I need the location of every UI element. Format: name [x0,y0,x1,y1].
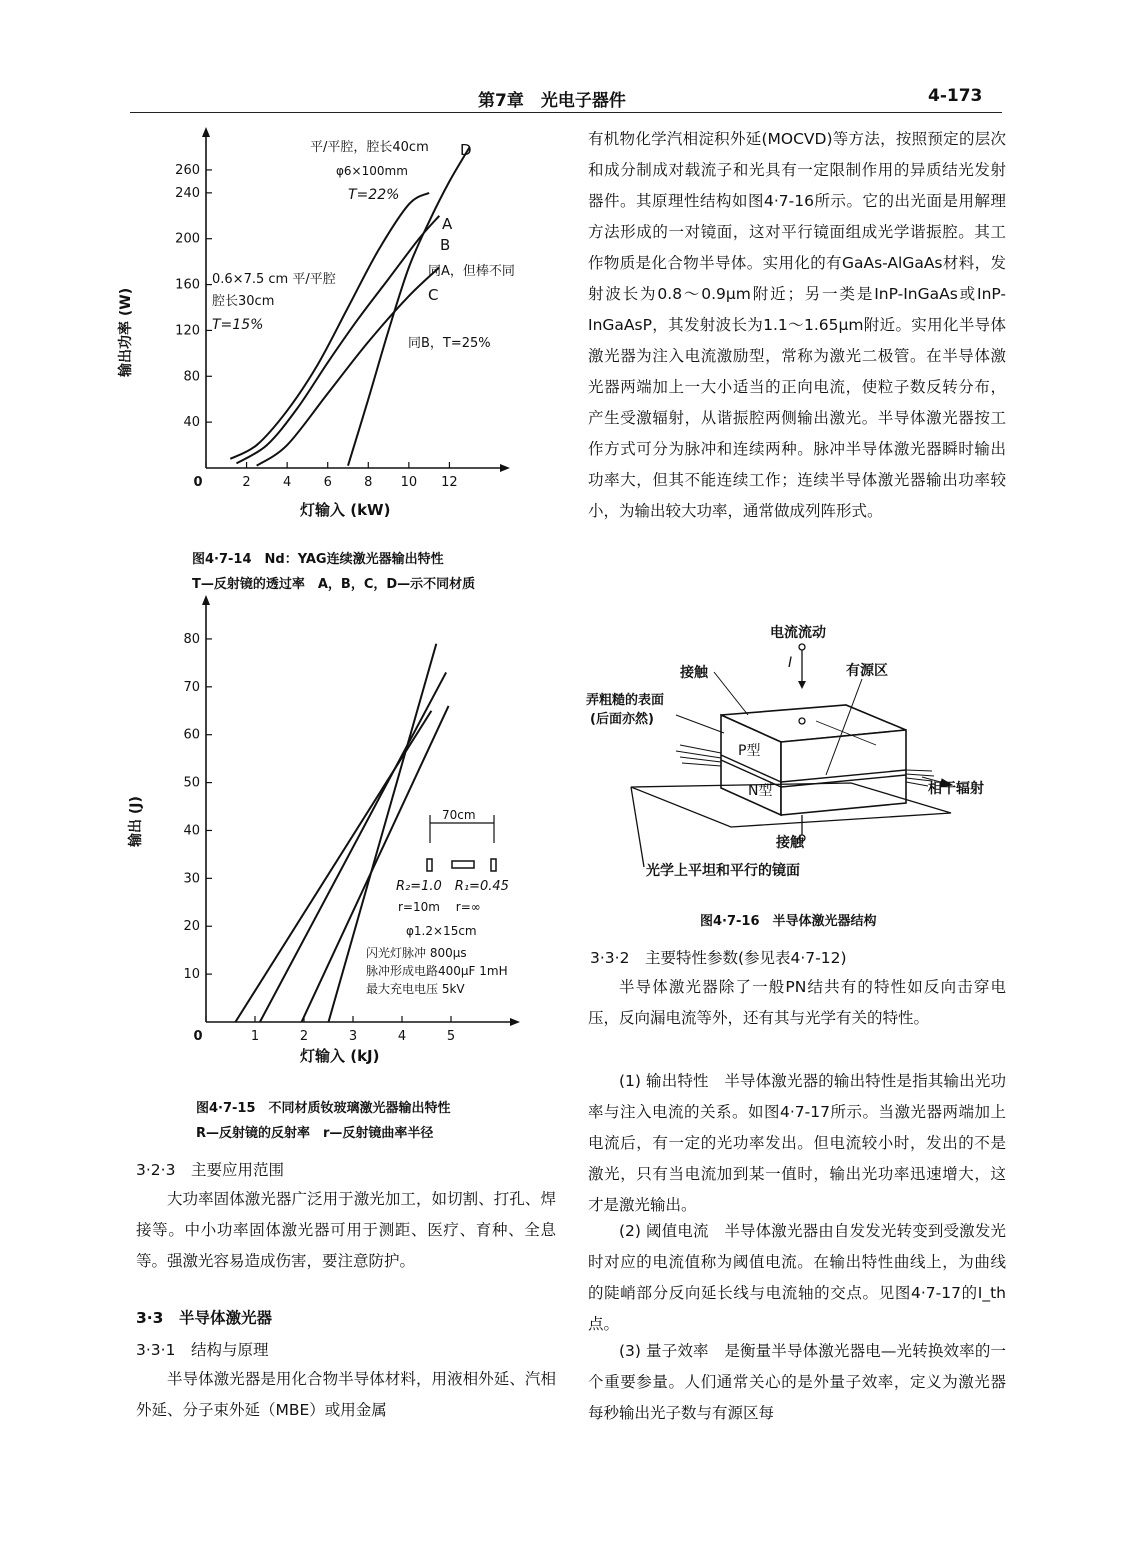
figure-16-diagram [576,615,1016,935]
fig15-r: R₂=1.0 R₁=0.45 [396,879,509,894]
fig16-current-symbol: I [788,655,793,671]
fig14-note-a2: 腔长30cm [212,294,275,309]
fig14-series-c [257,267,440,465]
fig15-n1: 闪光灯脉冲 800μs [366,946,467,960]
fig15-ytick-label: 30 [183,871,200,887]
fig15-dim: 70cm [442,808,476,822]
section-3-3-2-title: 3·3·2 主要特性参数(参见表4·7-12) [590,949,847,967]
section-3-3-title: 3·3 半导体激光器 [136,1309,272,1327]
fig16-current-flow: 电流流动 [770,625,826,641]
fig16-mirror-label: 光学上平坦和平行的镜面 [646,863,800,879]
section-3-2-3-body: 大功率固体激光器广泛用于激光加工，如切割、打孔、焊接等。中小功率固体激光器可用于测距、医疗、育种、全息等。强激光容易造成伤害，要注意防护。 [136,1190,556,1270]
section-3-2-3-title: 3·2·3 主要应用范围 [136,1161,284,1179]
fig16-rough-surface-2: (后面亦然) [590,712,654,727]
figure-15-legend: R—反射镜的反射率 r—反射镜曲率半径 [196,1126,434,1141]
quantum-efficiency: (3) 量子效率 是衡量半导体激光器电—光转换效率的一个重要参量。人们通常关心的是外量子效率，定义为激光器每秒输出光子数与有源区每 [588,1342,1006,1422]
figure-16-caption: 图4·7-16 半导体激光器结构 [700,914,877,929]
fig14-ytick-label: 160 [175,277,200,293]
fig14-note-c: 同B，T=25% [408,336,491,351]
fig15-ytick-label: 70 [183,679,200,695]
fig14-ytick-label: 40 [183,415,200,431]
figure-14-xlabel: 灯输入 (kW) [300,501,391,519]
resonator-diagram [427,815,496,871]
fig16-current-arrow [798,681,806,689]
fig16-coherent: 相干辐射 [928,781,984,797]
section-3-3-2-intro: 半导体激光器除了一般PN结共有的特性如反向击穿电压，反向漏电流等外，还有其与光学有关的特性。 [588,978,1006,1027]
fig16-contact-bottom: 接触 [776,835,804,851]
fig16-terminal-top [799,644,805,650]
section-3-3-1-title: 3·3·1 结构与原理 [136,1341,269,1359]
fig16-emission-left [676,745,721,766]
fig14-note-d3: T=22% [348,187,400,203]
figure-15-ylabel: 输出 (J) [128,796,144,847]
fig14-ytick-label: 240 [175,185,200,201]
fig16-active-region: 有源区 [846,663,888,679]
fig14-label-a: A [442,215,453,233]
fig15-ytick-label: 80 [183,631,200,647]
fig14-ytick-label: 200 [175,231,200,247]
fig15-xtick-label: 4 [397,1029,407,1044]
fig14-xtick-label: 12 [441,475,458,490]
figure-14-legend: T—反射镜的透过率 A，B，C，D—示不同材质 [192,577,476,592]
fig16-contact-top: 接触 [680,665,708,681]
figure-15-caption: 图4·7-15 不同材质钕玻璃激光器输出特性 [196,1101,451,1116]
fig14-xtick-label: 10 [400,475,418,490]
output-characteristic: (1) 输出特性 半导体激光器的输出特性是指其输出光功率与注入电流的关系。如图4·7-17所示。当激光器两端加上电流后，有一定的光功率发出。但电流较小时，发出的不是激光，只有当电流加到某一值时，输出光功率迅速增大，这才是激光输出。 [588,1072,1006,1214]
fig15-y-arrow [202,595,210,605]
figure-15-chart [130,605,570,1075]
fig14-ytick-label: 120 [175,323,200,339]
fig15-ytick-label: 40 [183,823,200,839]
section-3-3-1-body: 半导体激光器是用化合物半导体材料，用液相外延、汽相外延、分子束外延（MBE）或用金属 [136,1370,556,1419]
fig16-n-type: N型 [748,783,773,799]
fig14-ytick-label: 260 [175,162,200,178]
fig15-xtick-label: 2 [299,1029,309,1044]
fig14-xtick-label: 8 [364,475,373,490]
figure-14-caption: 图4·7-14 Nd：YAG连续激光器输出特性 [192,552,444,567]
fig14-label-c: C [428,286,439,304]
fig14-label-b: B [440,236,451,254]
fig15-ytick-label: 50 [183,775,200,791]
fig15-xtick-label: 0 [193,1029,203,1044]
fig14-xtick-label: 6 [323,475,332,490]
header-rule [130,112,1002,113]
fig15-xtick-label: 3 [348,1029,358,1044]
fig15-x-arrow [510,1018,520,1026]
fig14-y-arrow [202,127,210,137]
fig15-ytick-label: 10 [183,967,200,983]
fig14-label-d: D [460,141,472,159]
fig14-note-d2: φ6×100mm [336,164,408,178]
fig15-n3: 最大充电电压 5kV [366,982,465,996]
chapter-title: 第7章 光电子器件 [478,91,626,111]
fig15-rr: r=10m r=∞ [398,900,481,914]
fig15-xtick-label: 1 [250,1029,260,1044]
fig14-note-b: 同A，但棒不同 [428,264,515,279]
fig15-rod: φ1.2×15cm [406,924,477,938]
page-number: 4-173 [928,86,983,106]
fig14-note-a3: T=15% [212,317,264,333]
fig14-note-d1: 平/平腔，腔长40cm [310,140,429,155]
fig15-n2: 脉冲形成电路400μF 1mH [366,964,508,978]
fig14-xtick-label: 4 [283,475,292,490]
fig15-ytick-label: 60 [183,727,200,743]
fig15-ytick-label: 20 [183,919,200,935]
right-paragraph-top: 有机物化学汽相淀积外延(MOCVD)等方法，按照预定的层次和成分制成对载流子和光具有一定限制作用的异质结光发射器件。其原理性结构如图4·7-16所示。它的出光面是用解理方法形成的一对镜面，这对平行镜面组成光学谐振腔。其工作物质是化合物半导体。实用化的有GaAs-AlGaAs材料，发射波长为0.8～0.9μm附近；另一类是InP-InGaAs或InP-InGaAsP，其发射波长为1.1～1.65μm附近。实用化半导体激光器为注入电流激励型，常称为激光二极管。在半导体激光器两端加上一大小适当的正向电流，使粒子数反转分布，产生受激辐射，从谐振腔两侧输出激光。半导体激光器按工作方式可分为脉冲和连续两种。脉冲半导体激光器瞬时输出功率大，但其不能连续工作；连续半导体激光器输出功率较小，为输出较大功率，通常做成列阵形式。 [588,130,1006,520]
threshold-current: (2) 阈值电流 半导体激光器由自发发光转变到受激发光时对应的电流值称为阈值电流。在输出特性曲线上，为曲线的陡峭部分反向延长线与电流轴的交点。见图4·7-17的I_th点。 [588,1222,1006,1333]
fig16-p-type: P型 [738,743,761,759]
fig14-ytick-label: 80 [183,369,200,385]
fig14-note-a1: 0.6×7.5 cm 平/平腔 [212,272,336,287]
fig14-x-arrow [500,464,510,472]
fig16-rough-surface-1: 弄粗糙的表面 [586,693,665,708]
figure-15-xlabel: 灯输入 (kJ) [300,1047,380,1065]
figure-14-ylabel: 输出功率 (W) [118,287,134,377]
fig14-xtick-label: 0 [193,475,203,490]
fig14-xtick-label: 2 [242,475,251,490]
figure-14-chart [118,125,570,525]
fig15-xtick-label: 5 [446,1029,456,1044]
